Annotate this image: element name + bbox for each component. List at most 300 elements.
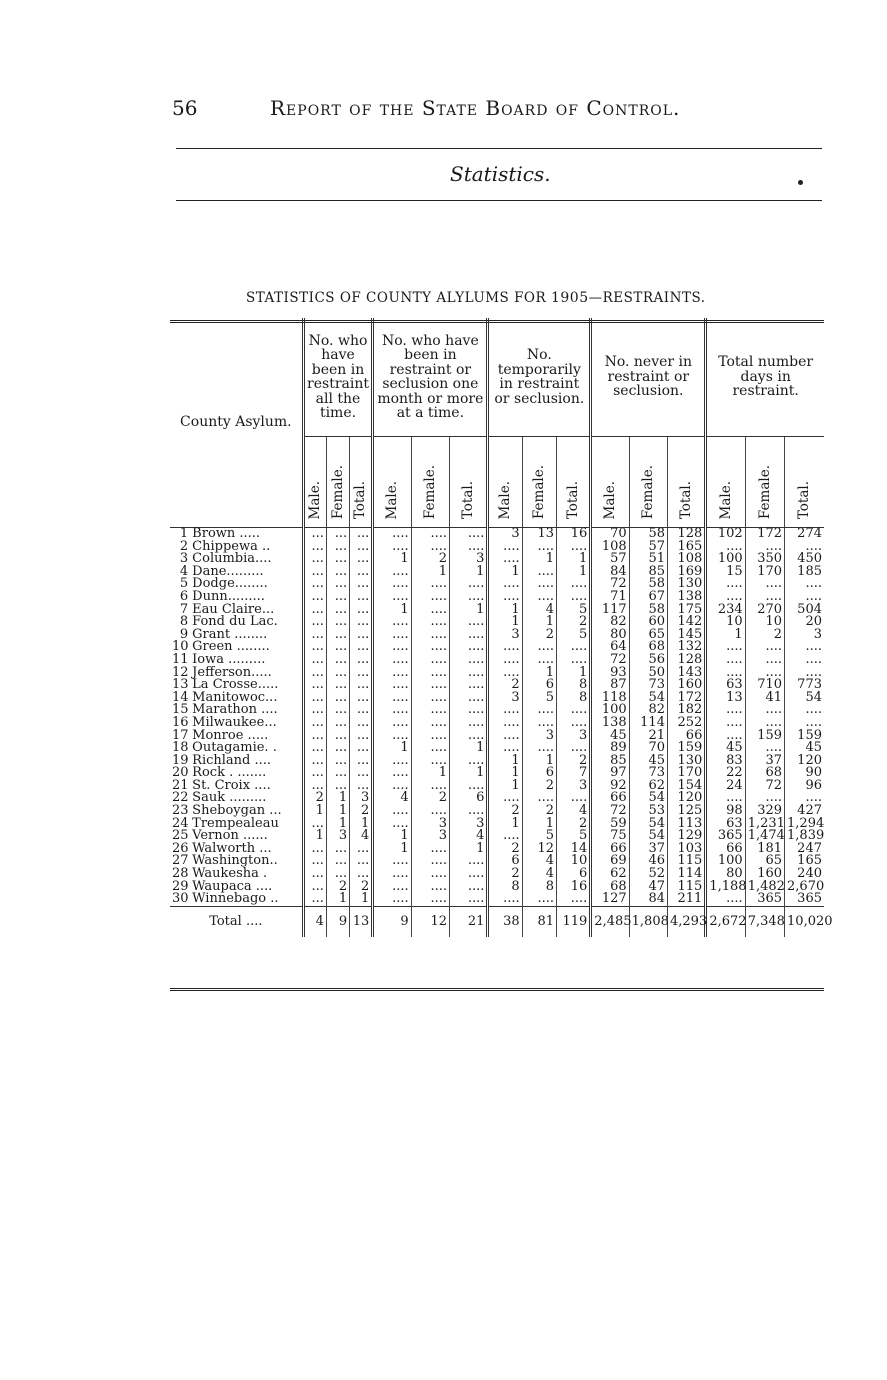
column-subheader (667, 437, 705, 528)
table-cell: .... (556, 641, 590, 654)
county-name: Grant ........ (192, 626, 268, 642)
table-cell: 6 (556, 868, 590, 881)
table-cell: ... (350, 767, 373, 780)
table-cell: 1 (450, 767, 488, 780)
group-header: Total number days in restraint. (706, 318, 824, 437)
table-cell: 1 (522, 755, 556, 768)
table-cell: .... (745, 704, 784, 717)
table-cell: 274 (785, 528, 824, 541)
table-cell: 60 (629, 616, 667, 629)
table-cell: ... (350, 755, 373, 768)
table-cell: 165 (667, 541, 705, 554)
table-cell: ... (303, 654, 326, 667)
table-cell: .... (373, 881, 411, 894)
table-cell: ... (303, 881, 326, 894)
table-cell: ... (350, 578, 373, 591)
table-cell: 172 (667, 692, 705, 705)
county-name: Brown ..... (192, 526, 261, 541)
group-header: No. temporarily in restraint or seclusion. (488, 318, 591, 437)
table-cell: .... (706, 641, 745, 654)
table-cell: .... (373, 704, 411, 717)
table-cell: 66 (591, 843, 629, 856)
table-cell: 54 (629, 818, 667, 831)
row-number: 7 (179, 601, 189, 617)
table-cell: .... (556, 654, 590, 667)
table-cell: .... (785, 667, 824, 680)
table-cell: 1 (350, 893, 373, 906)
row-number: 27 (172, 853, 189, 869)
table-cell: ... (350, 717, 373, 730)
table-cell: 4 (373, 792, 411, 805)
table-cell: .... (522, 654, 556, 667)
header-rule (176, 148, 822, 149)
table-cell: 143 (667, 667, 705, 680)
table-cell: ... (303, 541, 326, 554)
table-cell: 2 (556, 818, 590, 831)
table-cell: 130 (667, 578, 705, 591)
table-cell: ... (303, 528, 326, 541)
total-cell: 81 (522, 906, 556, 937)
table-cell: 68 (629, 641, 667, 654)
table-cell: 84 (629, 893, 667, 906)
table-cell: ... (303, 604, 326, 617)
table-cell: ... (350, 704, 373, 717)
table-cell: 3 (450, 553, 488, 566)
table-cell: 2 (488, 679, 522, 692)
table-cell: .... (706, 792, 745, 805)
table-cell: 100 (706, 553, 745, 566)
row-number: 22 (172, 790, 189, 806)
table-cell: 160 (667, 679, 705, 692)
table-cell: .... (411, 868, 449, 881)
table-cell: 2 (522, 805, 556, 818)
table-cell: 1 (522, 616, 556, 629)
county-name: Eau Claire... (192, 601, 275, 617)
table-cell: ... (350, 855, 373, 868)
table-cell: 1 (488, 604, 522, 617)
table-cell: 51 (629, 553, 667, 566)
table-cell: .... (373, 868, 411, 881)
table-cell: 329 (745, 805, 784, 818)
table-cell: 73 (629, 767, 667, 780)
table-cell: 165 (785, 855, 824, 868)
table-cell: .... (785, 654, 824, 667)
stray-mark (798, 180, 803, 185)
table-cell: 365 (745, 893, 784, 906)
table-cell: .... (450, 881, 488, 894)
county-name: Sauk ......... (192, 790, 267, 806)
table-cell: ... (303, 767, 326, 780)
table-cell: .... (373, 591, 411, 604)
table-cell: 68 (591, 881, 629, 894)
table-cell: 72 (745, 780, 784, 793)
table-cell: 5 (556, 604, 590, 617)
table-cell: 21 (629, 730, 667, 743)
table-cell: 450 (785, 553, 824, 566)
table-cell: ... (326, 780, 349, 793)
row-number: 19 (172, 752, 189, 768)
table-cell: .... (373, 692, 411, 705)
table-cell: 2 (522, 780, 556, 793)
table-cell: 58 (629, 604, 667, 617)
table-cell: 504 (785, 604, 824, 617)
row-number: 12 (172, 664, 189, 680)
table-cell: ... (350, 679, 373, 692)
table-cell: 1 (303, 805, 326, 818)
table-cell: .... (411, 805, 449, 818)
column-subheader-text: Female. (756, 465, 773, 520)
table-cell: 45 (706, 742, 745, 755)
table-cell: .... (450, 679, 488, 692)
table-cell: 85 (591, 755, 629, 768)
table-cell: 66 (667, 730, 705, 743)
row-number: 20 (172, 765, 189, 781)
table-cell: 247 (785, 843, 824, 856)
county-name: Richland .... (192, 752, 272, 768)
row-number: 11 (172, 651, 189, 667)
table-cell: .... (556, 717, 590, 730)
table-cell: ... (326, 717, 349, 730)
table-cell: 145 (667, 629, 705, 642)
table-cell: 118 (591, 692, 629, 705)
table-cell: ... (350, 616, 373, 629)
table-cell: 1 (450, 742, 488, 755)
column-subheader (303, 437, 326, 528)
table-cell: .... (488, 553, 522, 566)
row-number: 15 (172, 702, 189, 718)
total-cell: 1,808 (629, 906, 667, 937)
table-cell: .... (745, 667, 784, 680)
total-cell: 7,348 (745, 906, 784, 937)
table-cell: 127 (591, 893, 629, 906)
table-cell: 2 (745, 629, 784, 642)
table-cell: 175 (667, 604, 705, 617)
table-cell: 234 (706, 604, 745, 617)
page-header (0, 96, 887, 128)
column-subheader-text: Female. (422, 465, 439, 520)
table-cell: .... (450, 868, 488, 881)
table-cell: .... (706, 704, 745, 717)
table-cell: 7 (556, 767, 590, 780)
table-cell: 41 (745, 692, 784, 705)
row-number: 24 (172, 815, 189, 831)
total-row (170, 906, 824, 937)
table-cell: 1,839 (785, 830, 824, 843)
table-cell: 1 (488, 767, 522, 780)
group-header: No. who have been in restraint all the time. (303, 318, 373, 437)
table-cell: 1 (488, 780, 522, 793)
table-cell: 3 (488, 692, 522, 705)
county-name: Waukesha . (192, 866, 268, 882)
table-cell: ... (303, 616, 326, 629)
table-cell: ... (350, 566, 373, 579)
table-cell: ... (326, 667, 349, 680)
table-cell: ... (326, 566, 349, 579)
county-name: Washington.. (192, 853, 278, 869)
county-name: Rock . ....... (192, 765, 267, 781)
table-cell: 1 (522, 818, 556, 831)
table-cell: .... (522, 717, 556, 730)
table-cell: .... (706, 667, 745, 680)
table-cell: ... (350, 629, 373, 642)
table-cell: .... (785, 591, 824, 604)
column-subheader (556, 437, 590, 528)
table-cell: 2 (488, 868, 522, 881)
table-cell: 89 (591, 742, 629, 755)
table-cell: 138 (667, 591, 705, 604)
table-cell: .... (373, 654, 411, 667)
table-cell: .... (706, 717, 745, 730)
table-cell: .... (411, 541, 449, 554)
column-subheader-text: Total. (352, 481, 369, 520)
row-number: 25 (172, 828, 189, 844)
table-cell: 2 (326, 881, 349, 894)
table-cell: 129 (667, 830, 705, 843)
table-cell: .... (373, 541, 411, 554)
table-cell: .... (450, 755, 488, 768)
table-cell: ... (326, 868, 349, 881)
table-cell: .... (373, 629, 411, 642)
table-cell: .... (522, 578, 556, 591)
row-number: 21 (172, 777, 189, 793)
table-cell: 100 (706, 855, 745, 868)
table-cell: .... (450, 730, 488, 743)
county-name: Vernon ...... (192, 828, 268, 844)
table-cell: ... (326, 704, 349, 717)
table-cell: 4 (350, 830, 373, 843)
table-cell: ... (303, 818, 326, 831)
table-cell: ... (350, 553, 373, 566)
table-cell: ... (303, 566, 326, 579)
running-title: Report of the State Board of Control. (270, 96, 681, 120)
table-cell: 2 (350, 805, 373, 818)
table-cell: ... (350, 667, 373, 680)
table-cell: 14 (556, 843, 590, 856)
table-cell: .... (411, 755, 449, 768)
table-cell: .... (411, 893, 449, 906)
row-number: 6 (179, 588, 189, 604)
table-cell: 3 (450, 818, 488, 831)
table-cell: 114 (667, 868, 705, 881)
row-number: 9 (179, 626, 189, 642)
total-cell: 4 (303, 906, 326, 937)
table-cell: ... (303, 780, 326, 793)
table-cell: 92 (591, 780, 629, 793)
table-cell: 37 (629, 843, 667, 856)
county-name: Columbia.... (192, 551, 272, 567)
table-cell: 240 (785, 868, 824, 881)
table-cell: ... (303, 578, 326, 591)
table-cell: ... (303, 855, 326, 868)
county-name: St. Croix .... (192, 777, 271, 793)
table-cell: ... (303, 755, 326, 768)
table-cell: .... (450, 528, 488, 541)
table-cell: 1 (326, 818, 349, 831)
table-cell: 54 (629, 692, 667, 705)
table-cell: .... (373, 667, 411, 680)
table-cell: 90 (785, 767, 824, 780)
table-cell: .... (706, 578, 745, 591)
table-cell: 67 (629, 591, 667, 604)
table-cell: .... (706, 541, 745, 554)
county-name: Jefferson..... (192, 664, 272, 680)
table-title-text: STATISTICS OF COUNTY ALYLUMS FOR (246, 290, 551, 306)
column-subheader (629, 437, 667, 528)
table-cell: .... (488, 730, 522, 743)
table-cell: 1,474 (745, 830, 784, 843)
table-cell: 22 (706, 767, 745, 780)
table-cell: ... (350, 528, 373, 541)
table-title-suffix: —RESTRAINTS. (588, 290, 706, 306)
table-cell: 57 (629, 541, 667, 554)
table-cell: 71 (591, 591, 629, 604)
table-cell: 2 (303, 792, 326, 805)
table-cell: ... (326, 679, 349, 692)
table-cell: 47 (629, 881, 667, 894)
table-cell: 15 (706, 566, 745, 579)
table-cell: 54 (629, 830, 667, 843)
table-cell: ... (303, 717, 326, 730)
total-cell: 10,020 (785, 906, 824, 937)
table-cell: .... (373, 893, 411, 906)
row-number: 10 (172, 639, 189, 655)
table-cell: .... (450, 717, 488, 730)
table-cell: 58 (629, 578, 667, 591)
table-cell: 2,670 (785, 881, 824, 894)
table-cell: .... (411, 528, 449, 541)
column-subheader-text: Female. (531, 465, 548, 520)
table-cell: ... (350, 780, 373, 793)
table-cell: .... (522, 704, 556, 717)
table-cell: 3 (326, 830, 349, 843)
table-cell: 5 (522, 830, 556, 843)
table-cell: 159 (785, 730, 824, 743)
table-cell: .... (706, 893, 745, 906)
table-cell: .... (785, 792, 824, 805)
restraints-table (170, 318, 833, 994)
county-name: Sheboygan ... (192, 803, 282, 819)
table-cell: .... (450, 654, 488, 667)
table-cell: 63 (706, 818, 745, 831)
table-cell: 159 (667, 742, 705, 755)
table-cell: 62 (591, 868, 629, 881)
table-cell: .... (488, 717, 522, 730)
table-cell: .... (488, 591, 522, 604)
table-cell: 2 (488, 805, 522, 818)
table-cell: ... (326, 742, 349, 755)
table-cell: .... (373, 717, 411, 730)
table-cell: 72 (591, 578, 629, 591)
table-cell: .... (745, 717, 784, 730)
column-subheader-text: Total. (677, 481, 694, 520)
table-cell: 68 (745, 767, 784, 780)
table-cell: .... (373, 578, 411, 591)
table-cell: .... (556, 541, 590, 554)
table-cell: .... (522, 541, 556, 554)
table-cell: 72 (591, 805, 629, 818)
table-cell: .... (450, 578, 488, 591)
stub-header-text: County Asylum. (180, 414, 292, 431)
table-cell: 1 (326, 792, 349, 805)
table-cell: 365 (785, 893, 824, 906)
table-cell: .... (522, 566, 556, 579)
table-cell: 45 (591, 730, 629, 743)
table-cell: 5 (556, 629, 590, 642)
column-subheader (326, 437, 349, 528)
table-cell: ... (326, 755, 349, 768)
table-cell: .... (411, 855, 449, 868)
total-cell: 12 (411, 906, 449, 937)
row-number: 28 (172, 866, 189, 882)
table-cell: ... (350, 868, 373, 881)
table-cell: 98 (706, 805, 745, 818)
table-cell: .... (411, 881, 449, 894)
table-cell: ... (350, 654, 373, 667)
county-name: Iowa ......... (192, 651, 266, 667)
column-subheader (706, 437, 745, 528)
table-cell: .... (745, 792, 784, 805)
table-cell: 4 (522, 868, 556, 881)
table-cell: 80 (706, 868, 745, 881)
table-cell: .... (373, 780, 411, 793)
table-cell: 3 (350, 792, 373, 805)
table-cell: 52 (629, 868, 667, 881)
total-cell: 38 (488, 906, 522, 937)
table-cell: 2 (488, 843, 522, 856)
table-cell: .... (373, 679, 411, 692)
table-cell: .... (745, 654, 784, 667)
table-cell: 5 (522, 692, 556, 705)
table-cell: .... (556, 893, 590, 906)
table-cell: 5 (556, 830, 590, 843)
table-cell: .... (373, 755, 411, 768)
table-cell: .... (522, 641, 556, 654)
table-cell: ... (303, 843, 326, 856)
table-cell: 13 (706, 692, 745, 705)
table-cell: .... (488, 654, 522, 667)
table-cell: ... (326, 553, 349, 566)
table-cell: .... (411, 730, 449, 743)
table-cell: .... (373, 641, 411, 654)
table-cell: 170 (745, 566, 784, 579)
table-cell: .... (488, 667, 522, 680)
table-cell: .... (488, 830, 522, 843)
table-cell: 1 (350, 818, 373, 831)
table-cell: ... (303, 730, 326, 743)
table-cell: 130 (667, 755, 705, 768)
table-cell: .... (450, 629, 488, 642)
table-cell: 159 (745, 730, 784, 743)
column-subheader-text: Male. (384, 480, 401, 520)
column-subheader-text: Male. (602, 480, 619, 520)
table-cell: .... (556, 578, 590, 591)
table-cell: ... (303, 641, 326, 654)
table-cell: ... (303, 893, 326, 906)
table-cell: .... (450, 780, 488, 793)
county-name: Manitowoc... (192, 689, 278, 705)
table-cell: 69 (591, 855, 629, 868)
table-cell: 56 (629, 654, 667, 667)
table-cell: 80 (591, 629, 629, 642)
table-cell: .... (411, 604, 449, 617)
table-cell: ... (350, 730, 373, 743)
table-cell: 97 (591, 767, 629, 780)
table-cell: .... (785, 641, 824, 654)
group-header: No. who have been in restraint or seclusion one month or more at a time. (373, 318, 488, 437)
table-cell: 427 (785, 805, 824, 818)
table-cell: 85 (629, 566, 667, 579)
table-cell: 24 (706, 780, 745, 793)
